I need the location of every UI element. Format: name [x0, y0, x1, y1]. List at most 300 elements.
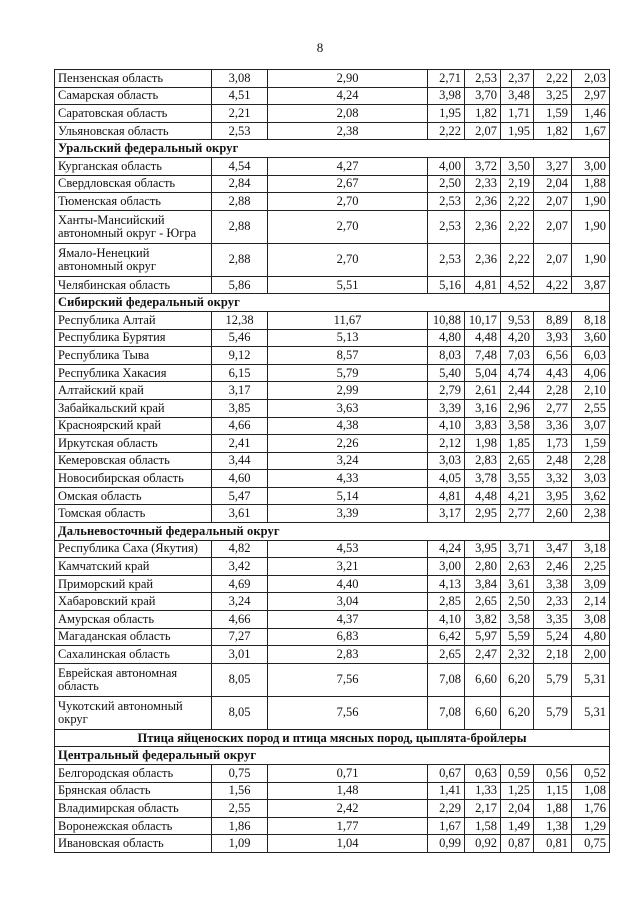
value-cell: 2,70 [268, 193, 428, 211]
table-row [55, 505, 610, 523]
value-cell: 2,70 [268, 210, 428, 243]
category-header-row [55, 729, 610, 747]
district-title: Дальневосточный федеральный округ [55, 523, 610, 541]
value-cell: 4,54 [212, 157, 268, 175]
district-header-row [55, 140, 610, 158]
value-cell: 2,53 [465, 70, 501, 88]
table-row [55, 105, 610, 123]
value-cell: 3,42 [212, 558, 268, 576]
region-name: Свердловская область [55, 175, 212, 193]
region-name: Забайкальский край [55, 399, 212, 417]
region-name: Томская область [55, 505, 212, 523]
value-cell: 2,67 [268, 175, 428, 193]
value-cell: 1,76 [572, 800, 610, 818]
value-cell: 5,46 [212, 329, 268, 347]
region-name: Республика Бурятия [55, 329, 212, 347]
value-cell: 1,67 [428, 817, 465, 835]
region-name: Курганская область [55, 157, 212, 175]
value-cell: 2,88 [212, 243, 268, 276]
value-cell: 5,86 [212, 276, 268, 294]
value-cell: 3,58 [501, 417, 534, 435]
region-name: Челябинская область [55, 276, 212, 294]
table-row [55, 646, 610, 664]
table-row [55, 487, 610, 505]
value-cell: 3,47 [534, 540, 572, 558]
table-row [55, 311, 610, 329]
value-cell: 1,15 [534, 782, 572, 800]
value-cell: 3,95 [534, 487, 572, 505]
value-cell: 2,21 [212, 105, 268, 123]
value-cell: 3,24 [268, 452, 428, 470]
value-cell: 1,98 [465, 435, 501, 453]
value-cell: 3,21 [268, 558, 428, 576]
table-row [55, 193, 610, 211]
region-name: Иркутская область [55, 435, 212, 453]
value-cell: 2,84 [212, 175, 268, 193]
value-cell: 7,56 [268, 663, 428, 696]
value-cell: 2,00 [572, 646, 610, 664]
value-cell: 3,61 [212, 505, 268, 523]
value-cell: 4,10 [428, 611, 465, 629]
value-cell: 2,83 [465, 452, 501, 470]
value-cell: 2,55 [572, 399, 610, 417]
table-row [55, 399, 610, 417]
value-cell: 6,60 [465, 696, 501, 729]
table-row [55, 364, 610, 382]
value-cell: 2,77 [501, 505, 534, 523]
value-cell: 2,37 [501, 70, 534, 88]
value-cell: 3,16 [465, 399, 501, 417]
value-cell: 2,38 [572, 505, 610, 523]
region-name: Брянская область [55, 782, 212, 800]
value-cell: 2,07 [534, 243, 572, 276]
value-cell: 4,05 [428, 470, 465, 488]
region-name: Ивановская область [55, 835, 212, 853]
value-cell: 1,41 [428, 782, 465, 800]
value-cell: 2,08 [268, 105, 428, 123]
region-name: Самарская область [55, 87, 212, 105]
table-row [55, 558, 610, 576]
value-cell: 4,66 [212, 611, 268, 629]
value-cell: 4,20 [501, 329, 534, 347]
value-cell: 2,46 [534, 558, 572, 576]
value-cell: 1,77 [268, 817, 428, 835]
region-name: Красноярский край [55, 417, 212, 435]
rates-table [54, 69, 610, 853]
value-cell: 4,13 [428, 575, 465, 593]
value-cell: 3,85 [212, 399, 268, 417]
value-cell: 9,53 [501, 311, 534, 329]
region-name: Магаданская область [55, 628, 212, 646]
value-cell: 1,09 [212, 835, 268, 853]
value-cell: 3,00 [572, 157, 610, 175]
value-cell: 3,71 [501, 540, 534, 558]
value-cell: 2,70 [268, 243, 428, 276]
value-cell: 2,48 [534, 452, 572, 470]
value-cell: 2,41 [212, 435, 268, 453]
value-cell: 7,03 [501, 347, 534, 365]
region-name: Саратовская область [55, 105, 212, 123]
value-cell: 0,71 [268, 765, 428, 783]
value-cell: 4,27 [268, 157, 428, 175]
value-cell: 3,63 [268, 399, 428, 417]
region-name: Амурская область [55, 611, 212, 629]
value-cell: 2,88 [212, 210, 268, 243]
region-name: Тюменская область [55, 193, 212, 211]
value-cell: 2,33 [534, 593, 572, 611]
value-cell: 5,79 [534, 663, 572, 696]
value-cell: 3,17 [428, 505, 465, 523]
table-row [55, 157, 610, 175]
value-cell: 2,22 [501, 210, 534, 243]
value-cell: 1,85 [501, 435, 534, 453]
value-cell: 2,33 [465, 175, 501, 193]
value-cell: 1,48 [268, 782, 428, 800]
table-row [55, 347, 610, 365]
value-cell: 3,38 [534, 575, 572, 593]
value-cell: 1,90 [572, 193, 610, 211]
value-cell: 6,42 [428, 628, 465, 646]
value-cell: 2,22 [501, 193, 534, 211]
value-cell: 4,81 [465, 276, 501, 294]
value-cell: 3,84 [465, 575, 501, 593]
region-name: Приморский край [55, 575, 212, 593]
region-name: Камчатский край [55, 558, 212, 576]
value-cell: 3,25 [534, 87, 572, 105]
value-cell: 1,82 [465, 105, 501, 123]
value-cell: 7,08 [428, 663, 465, 696]
table-row [55, 175, 610, 193]
region-name: Республика Саха (Якутия) [55, 540, 212, 558]
value-cell: 1,67 [572, 122, 610, 140]
value-cell: 4,10 [428, 417, 465, 435]
value-cell: 5,04 [465, 364, 501, 382]
region-name: Владимирская область [55, 800, 212, 818]
value-cell: 2,53 [212, 122, 268, 140]
value-cell: 3,01 [212, 646, 268, 664]
value-cell: 5,79 [534, 696, 572, 729]
value-cell: 6,20 [501, 663, 534, 696]
value-cell: 2,04 [534, 175, 572, 193]
value-cell: 2,65 [501, 452, 534, 470]
value-cell: 3,35 [534, 611, 572, 629]
value-cell: 1,88 [572, 175, 610, 193]
table-row [55, 70, 610, 88]
value-cell: 0,52 [572, 765, 610, 783]
value-cell: 2,29 [428, 800, 465, 818]
value-cell: 5,31 [572, 696, 610, 729]
page-number: 8 [316, 40, 324, 55]
value-cell: 2,36 [465, 193, 501, 211]
value-cell: 4,74 [501, 364, 534, 382]
table-row [55, 435, 610, 453]
value-cell: 10,17 [465, 311, 501, 329]
value-cell: 7,48 [465, 347, 501, 365]
value-cell: 3,87 [572, 276, 610, 294]
value-cell: 3,07 [572, 417, 610, 435]
value-cell: 0,75 [572, 835, 610, 853]
value-cell: 1,04 [268, 835, 428, 853]
value-cell: 1,95 [501, 122, 534, 140]
value-cell: 2,44 [501, 382, 534, 400]
value-cell: 4,81 [428, 487, 465, 505]
value-cell: 2,38 [268, 122, 428, 140]
value-cell: 2,55 [212, 800, 268, 818]
value-cell: 2,96 [501, 399, 534, 417]
value-cell: 2,22 [501, 243, 534, 276]
value-cell: 3,62 [572, 487, 610, 505]
value-cell: 2,95 [465, 505, 501, 523]
value-cell: 2,77 [534, 399, 572, 417]
value-cell: 3,36 [534, 417, 572, 435]
value-cell: 8,05 [212, 663, 268, 696]
value-cell: 2,60 [534, 505, 572, 523]
value-cell: 3,18 [572, 540, 610, 558]
value-cell: 3,24 [212, 593, 268, 611]
value-cell: 3,04 [268, 593, 428, 611]
table-row [55, 696, 610, 729]
value-cell: 1,71 [501, 105, 534, 123]
value-cell: 0,99 [428, 835, 465, 853]
value-cell: 3,58 [501, 611, 534, 629]
table-row [55, 329, 610, 347]
value-cell: 3,03 [428, 452, 465, 470]
value-cell: 2,97 [572, 87, 610, 105]
value-cell: 2,83 [268, 646, 428, 664]
value-cell: 3,78 [465, 470, 501, 488]
table-row [55, 575, 610, 593]
value-cell: 2,99 [268, 382, 428, 400]
value-cell: 3,00 [428, 558, 465, 576]
table-row [55, 628, 610, 646]
value-cell: 1,59 [572, 435, 610, 453]
region-name: Ямало-Ненецкий автономный округ [55, 243, 212, 276]
value-cell: 1,56 [212, 782, 268, 800]
value-cell: 1,90 [572, 210, 610, 243]
table-row [55, 417, 610, 435]
value-cell: 4,21 [501, 487, 534, 505]
region-name: Республика Хакасия [55, 364, 212, 382]
value-cell: 4,80 [428, 329, 465, 347]
table-row [55, 611, 610, 629]
value-cell: 2,85 [428, 593, 465, 611]
value-cell: 1,29 [572, 817, 610, 835]
value-cell: 0,59 [501, 765, 534, 783]
value-cell: 8,89 [534, 311, 572, 329]
value-cell: 3,08 [572, 611, 610, 629]
value-cell: 2,25 [572, 558, 610, 576]
value-cell: 4,33 [268, 470, 428, 488]
value-cell: 4,00 [428, 157, 465, 175]
value-cell: 1,58 [465, 817, 501, 835]
value-cell: 3,60 [572, 329, 610, 347]
district-header-row [55, 294, 610, 312]
value-cell: 3,61 [501, 575, 534, 593]
table-row [55, 540, 610, 558]
value-cell: 2,47 [465, 646, 501, 664]
value-cell: 3,50 [501, 157, 534, 175]
value-cell: 1,88 [534, 800, 572, 818]
value-cell: 2,80 [465, 558, 501, 576]
value-cell: 2,36 [465, 210, 501, 243]
table-row [55, 663, 610, 696]
value-cell: 5,40 [428, 364, 465, 382]
value-cell: 4,37 [268, 611, 428, 629]
table-row [55, 470, 610, 488]
table-row [55, 382, 610, 400]
region-name: Республика Алтай [55, 311, 212, 329]
value-cell: 4,69 [212, 575, 268, 593]
value-cell: 4,24 [268, 87, 428, 105]
value-cell: 0,75 [212, 765, 268, 783]
value-cell: 0,87 [501, 835, 534, 853]
value-cell: 2,14 [572, 593, 610, 611]
value-cell: 2,04 [501, 800, 534, 818]
district-header-row [55, 747, 610, 765]
value-cell: 3,32 [534, 470, 572, 488]
value-cell: 4,52 [501, 276, 534, 294]
value-cell: 2,50 [501, 593, 534, 611]
value-cell: 0,92 [465, 835, 501, 853]
value-cell: 3,72 [465, 157, 501, 175]
value-cell: 4,51 [212, 87, 268, 105]
district-title: Центральный федеральный округ [55, 747, 610, 765]
table-row [55, 817, 610, 835]
value-cell: 4,40 [268, 575, 428, 593]
value-cell: 1,82 [534, 122, 572, 140]
value-cell: 6,20 [501, 696, 534, 729]
value-cell: 2,61 [465, 382, 501, 400]
value-cell: 4,38 [268, 417, 428, 435]
value-cell: 4,66 [212, 417, 268, 435]
value-cell: 1,38 [534, 817, 572, 835]
table-row [55, 276, 610, 294]
value-cell: 10,88 [428, 311, 465, 329]
value-cell: 2,50 [428, 175, 465, 193]
district-title: Уральский федеральный округ [55, 140, 610, 158]
value-cell: 2,17 [465, 800, 501, 818]
region-name: Хабаровский край [55, 593, 212, 611]
table-row [55, 122, 610, 140]
value-cell: 5,13 [268, 329, 428, 347]
value-cell: 2,03 [572, 70, 610, 88]
value-cell: 3,55 [501, 470, 534, 488]
region-name: Кемеровская область [55, 452, 212, 470]
value-cell: 0,81 [534, 835, 572, 853]
value-cell: 2,65 [428, 646, 465, 664]
value-cell: 2,63 [501, 558, 534, 576]
region-name: Ханты-Мансийский автономный округ - Югра [55, 210, 212, 243]
value-cell: 3,27 [534, 157, 572, 175]
table-row [55, 765, 610, 783]
value-cell: 4,82 [212, 540, 268, 558]
value-cell: 3,39 [268, 505, 428, 523]
value-cell: 2,07 [534, 210, 572, 243]
value-cell: 2,53 [428, 210, 465, 243]
value-cell: 2,26 [268, 435, 428, 453]
value-cell: 5,24 [534, 628, 572, 646]
value-cell: 6,83 [268, 628, 428, 646]
value-cell: 0,56 [534, 765, 572, 783]
value-cell: 5,97 [465, 628, 501, 646]
region-name: Пензенская область [55, 70, 212, 88]
value-cell: 2,28 [572, 452, 610, 470]
region-name: Новосибирская область [55, 470, 212, 488]
value-cell: 3,98 [428, 87, 465, 105]
value-cell: 1,90 [572, 243, 610, 276]
category-title: Птица яйценоских пород и птица мясных пород, цыплята-бройлеры [55, 729, 610, 747]
value-cell: 3,03 [572, 470, 610, 488]
table-row [55, 87, 610, 105]
value-cell: 7,27 [212, 628, 268, 646]
value-cell: 2,07 [534, 193, 572, 211]
value-cell: 4,06 [572, 364, 610, 382]
region-name: Алтайский край [55, 382, 212, 400]
region-name: Омская область [55, 487, 212, 505]
value-cell: 3,93 [534, 329, 572, 347]
value-cell: 1,95 [428, 105, 465, 123]
value-cell: 1,08 [572, 782, 610, 800]
value-cell: 4,48 [465, 329, 501, 347]
value-cell: 3,44 [212, 452, 268, 470]
table-row [55, 210, 610, 243]
district-title: Сибирский федеральный округ [55, 294, 610, 312]
value-cell: 3,82 [465, 611, 501, 629]
region-name: Белгородская область [55, 765, 212, 783]
value-cell: 1,73 [534, 435, 572, 453]
value-cell: 6,56 [534, 347, 572, 365]
value-cell: 2,88 [212, 193, 268, 211]
value-cell: 5,79 [268, 364, 428, 382]
value-cell: 3,09 [572, 575, 610, 593]
value-cell: 5,31 [572, 663, 610, 696]
value-cell: 5,14 [268, 487, 428, 505]
value-cell: 3,70 [465, 87, 501, 105]
value-cell: 2,79 [428, 382, 465, 400]
value-cell: 7,08 [428, 696, 465, 729]
table-row [55, 835, 610, 853]
value-cell: 2,65 [465, 593, 501, 611]
value-cell: 1,59 [534, 105, 572, 123]
value-cell: 7,56 [268, 696, 428, 729]
table-row [55, 800, 610, 818]
value-cell: 12,38 [212, 311, 268, 329]
value-cell: 2,53 [428, 193, 465, 211]
value-cell: 3,83 [465, 417, 501, 435]
value-cell: 2,36 [465, 243, 501, 276]
region-name: Ульяновская область [55, 122, 212, 140]
value-cell: 2,12 [428, 435, 465, 453]
value-cell: 1,25 [501, 782, 534, 800]
region-name: Сахалинская область [55, 646, 212, 664]
value-cell: 8,18 [572, 311, 610, 329]
value-cell: 3,48 [501, 87, 534, 105]
value-cell: 2,10 [572, 382, 610, 400]
value-cell: 2,32 [501, 646, 534, 664]
value-cell: 3,08 [212, 70, 268, 88]
value-cell: 4,48 [465, 487, 501, 505]
value-cell: 2,28 [534, 382, 572, 400]
value-cell: 4,43 [534, 364, 572, 382]
value-cell: 1,46 [572, 105, 610, 123]
value-cell: 2,19 [501, 175, 534, 193]
value-cell: 11,67 [268, 311, 428, 329]
region-name: Республика Тыва [55, 347, 212, 365]
value-cell: 6,15 [212, 364, 268, 382]
value-cell: 5,51 [268, 276, 428, 294]
value-cell: 8,57 [268, 347, 428, 365]
value-cell: 3,95 [465, 540, 501, 558]
